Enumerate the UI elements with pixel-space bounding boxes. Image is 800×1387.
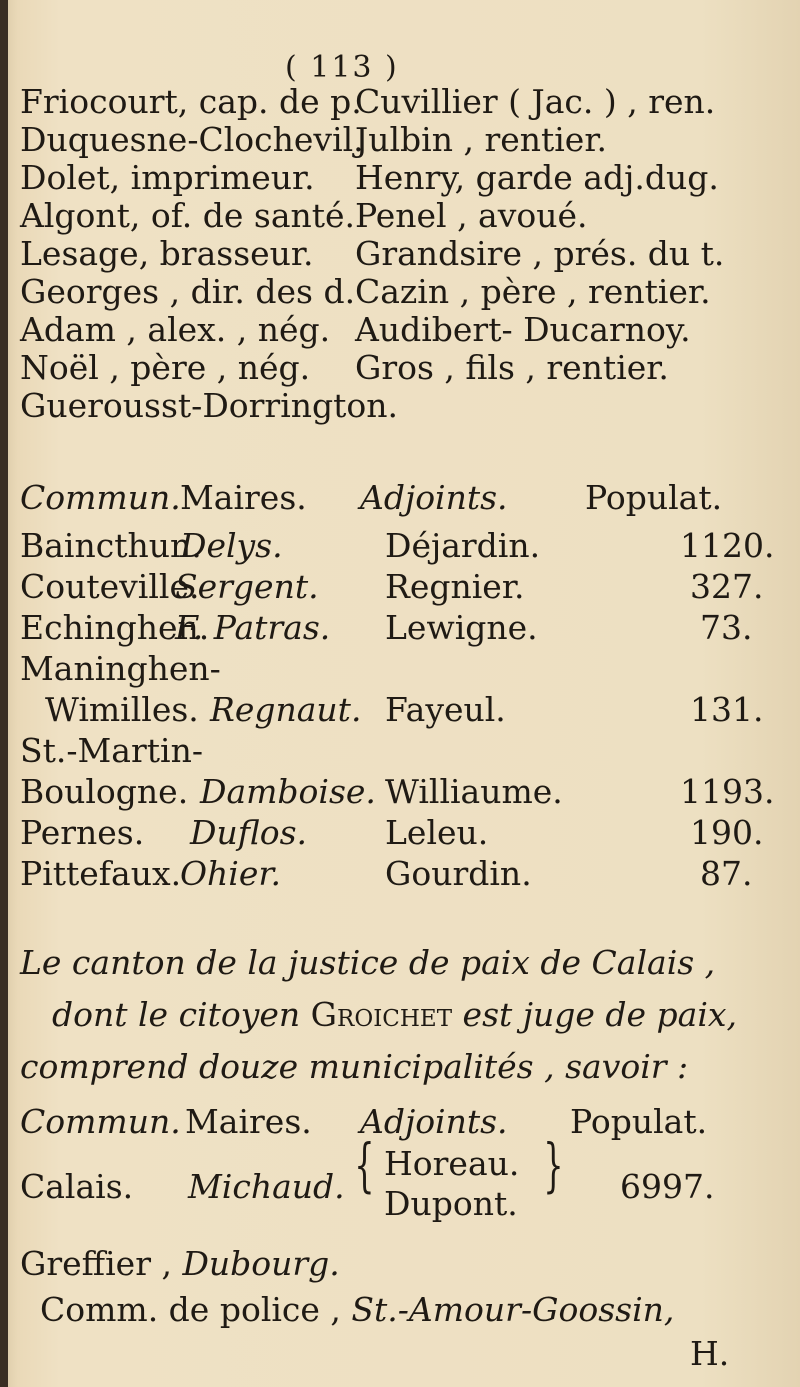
top-list-right-4: Grandsire , prés. du t. xyxy=(355,234,725,273)
top-list-left-7: Noël , père , nég. xyxy=(20,348,311,387)
table1-row-1-populat: 327. xyxy=(690,567,764,606)
table1-row-4-populat: 131. xyxy=(690,690,764,729)
page-number: ( 113 ) xyxy=(285,50,399,85)
table2-header-commun: Commun. xyxy=(20,1102,181,1141)
greffier-label: Greffier , xyxy=(20,1244,172,1283)
table1-row-3-commun: Maninghen- xyxy=(20,649,221,688)
commissaire-name: St.-Amour-Goossin, xyxy=(351,1290,675,1329)
table1-row-8-populat: 87. xyxy=(700,854,753,893)
table1-header-adjoints: Adjoints. xyxy=(360,478,508,517)
left-brace: { xyxy=(354,1131,375,1199)
table1-header-populat: Populat. xyxy=(585,478,723,517)
paragraph-line-3: comprend douze municipalités , savoir : xyxy=(20,1047,689,1086)
top-list-right-5: Cazin , père , rentier. xyxy=(355,272,711,311)
table2-header-maires: Maires. xyxy=(185,1102,312,1141)
top-list-right-7: Gros , fils , rentier. xyxy=(355,348,669,387)
top-list-right-2: Henry, garde adj.dug. xyxy=(355,158,719,197)
table1-row-6-commun: Boulogne. xyxy=(20,772,189,811)
commissaire-line xyxy=(40,1290,674,1330)
table1-row-0-maire: Delys. xyxy=(180,526,283,565)
footer-h: H. xyxy=(690,1334,730,1373)
table1-row-6-maire: Damboise. xyxy=(200,772,376,811)
table1-row-0-commun: Baincthun. xyxy=(20,526,202,565)
paragraph-judge-name: Groichet xyxy=(310,995,453,1034)
table1-row-2-adjoint: Lewigne. xyxy=(385,608,538,647)
top-list-left-0: Friocourt, cap. de p. xyxy=(20,82,362,121)
table1-row-4-adjoint: Fayeul. xyxy=(385,690,506,729)
table1-row-7-maire: Duflos. xyxy=(190,813,308,852)
top-list-right-3: Penel , avoué. xyxy=(355,196,588,235)
table1-row-6-adjoint: Williaume. xyxy=(385,772,563,811)
greffier-line xyxy=(20,1244,340,1284)
greffier-name: Dubourg. xyxy=(182,1244,340,1283)
table1-row-7-adjoint: Leleu. xyxy=(385,813,489,852)
table1-header-commun: Commun. xyxy=(20,478,181,517)
table1-row-2-maire: F. Patras. xyxy=(175,608,331,647)
top-list-left-2: Dolet, imprimeur. xyxy=(20,158,315,197)
table1-row-1-commun: Couteville. xyxy=(20,567,200,606)
top-list-left-4: Lesage, brasseur. xyxy=(20,234,314,273)
table1-row-8-commun: Pittefaux. xyxy=(20,854,182,893)
table1-row-4-maire: Regnaut. xyxy=(210,690,362,729)
right-brace: } xyxy=(543,1131,564,1199)
table1-row-7-populat: 190. xyxy=(690,813,764,852)
table2-row-commun: Calais. xyxy=(20,1167,134,1206)
table2-row-maire: Michaud. xyxy=(188,1167,345,1206)
paragraph-line-1: Le canton de la justice de paix de Calais , xyxy=(20,943,716,982)
table1-row-1-maire: Sergent. xyxy=(175,567,319,606)
table1-row-0-populat: 1120. xyxy=(680,526,775,565)
table2-header-adjoints: Adjoints. xyxy=(360,1102,508,1141)
top-list-right-0: Cuvillier ( Jac. ) , ren. xyxy=(355,82,716,121)
paragraph-line-2c: est juge de paix, xyxy=(452,995,737,1034)
top-list-right-1: Julbin , rentier. xyxy=(355,120,607,159)
top-list-left-6: Adam , alex. , nég. xyxy=(20,310,331,349)
table1-row-5-commun: St.-Martin- xyxy=(20,731,203,770)
table1-row-2-commun: Echinghen. xyxy=(20,608,210,647)
table1-header-maires: Maires. xyxy=(180,478,307,517)
table1-row-4-commun: Wimilles. xyxy=(45,690,199,729)
table1-row-8-maire: Ohier. xyxy=(180,854,282,893)
top-list-left-3: Algont, of. de santé. xyxy=(20,196,356,235)
paragraph-line-2 xyxy=(52,995,737,1035)
top-list-left-8: Guerousst-Dorrington. xyxy=(20,386,399,425)
table1-row-7-commun: Pernes. xyxy=(20,813,145,852)
commissaire-label: Comm. de police , xyxy=(40,1290,341,1329)
table2-row-adjoint-2: Dupont. xyxy=(384,1184,518,1223)
table1-row-2-populat: 73. xyxy=(700,608,753,647)
book-spine xyxy=(0,0,8,1387)
top-list-left-5: Georges , dir. des d. xyxy=(20,272,356,311)
top-list-left-1: Duquesne-Clochevil. xyxy=(20,120,364,159)
table1-row-6-populat: 1193. xyxy=(680,772,775,811)
table1-row-0-adjoint: Déjardin. xyxy=(385,526,541,565)
table2-row-populat: 6997. xyxy=(620,1167,715,1206)
table1-row-8-adjoint: Gourdin. xyxy=(385,854,532,893)
paragraph-line-2a: dont le citoyen xyxy=(52,995,311,1034)
table2-row-adjoint-1: Horeau. xyxy=(384,1144,520,1183)
table2-header-populat: Populat. xyxy=(570,1102,708,1141)
table1-row-1-adjoint: Regnier. xyxy=(385,567,525,606)
top-list-right-6: Audibert- Ducarnoy. xyxy=(355,310,691,349)
